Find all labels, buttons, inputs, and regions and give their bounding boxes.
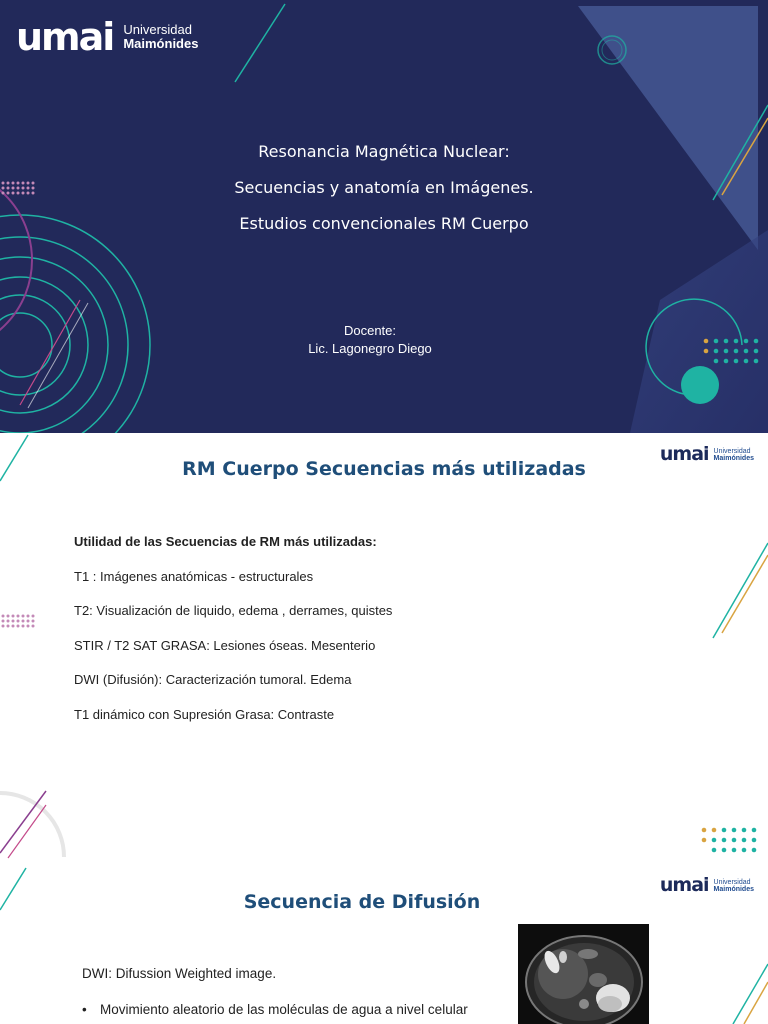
logo-line-1: Universidad <box>713 447 751 455</box>
logo-mark: umai <box>659 443 709 465</box>
teal-dot <box>681 366 719 404</box>
purple-line <box>0 791 46 853</box>
title-line-2: Secuencias y anatomía en Imágenes. <box>234 178 534 197</box>
teal-line <box>235 4 285 82</box>
logo-line-2: Maimónides <box>123 36 199 51</box>
dwi-definition: DWI: Difussion Weighted image. <box>82 966 277 981</box>
list-heading: Utilidad de las Secuencias de RM más utilizadas: <box>74 534 377 549</box>
slide-title: Secuencia de Difusión <box>243 891 481 913</box>
gold-line <box>722 555 768 633</box>
logo-text <box>123 23 198 51</box>
presenter-info <box>270 322 470 358</box>
bullet-item <box>82 1002 468 1017</box>
sequence-list <box>74 533 392 741</box>
list-item: T1 : Imágenes anatómicas - estructurales <box>74 568 314 584</box>
list-item: T1 dinámico con Supresión Grasa: Contraste <box>74 706 335 722</box>
logo-mark: umai <box>659 874 709 896</box>
title-line-1: Resonancia Magnética Nuclear: <box>258 142 510 161</box>
logo-line-2: Maimónides <box>713 885 754 893</box>
list-item: DWI (Difusión): Caracterización tumoral. Edema <box>74 672 352 688</box>
logo-line-2: Maimónides <box>713 454 754 462</box>
mri-scan-illustration <box>518 924 649 1024</box>
list-item: T2: Visualización de liquido, edema , derrames, quistes <box>74 603 393 619</box>
content-slide <box>0 866 768 1024</box>
presentation-title <box>0 140 768 248</box>
logo-line-1: Universidad <box>713 878 751 886</box>
university-logo <box>16 15 199 59</box>
teal-line <box>713 543 768 638</box>
teal-line <box>733 964 768 1024</box>
bullet-marker: • <box>82 1002 87 1017</box>
slide-title: RM Cuerpo Secuencias más utilizadas <box>182 458 586 480</box>
docente-name: Lic. Lagonegro Diego <box>308 341 432 356</box>
logo-line-1: Universidad <box>123 22 192 37</box>
docente-label: Docente: <box>343 323 397 338</box>
logo-mark: umai <box>16 15 114 59</box>
mri-image <box>518 924 649 1024</box>
pink-line <box>8 805 46 858</box>
gold-line <box>744 982 768 1024</box>
bullet-text: Movimiento aleatorio de las moléculas de agua a nivel celular <box>100 1002 468 1017</box>
dot-grid <box>2 615 35 628</box>
title-line-3: Estudios convencionales RM Cuerpo <box>239 214 529 233</box>
list-item: STIR / T2 SAT GRASA: Lesiones óseas. Mesenterio <box>74 637 376 653</box>
content-slide <box>0 433 768 866</box>
title-slide <box>0 0 768 433</box>
slide-decoration <box>0 866 768 1024</box>
dot-grid <box>702 828 757 853</box>
